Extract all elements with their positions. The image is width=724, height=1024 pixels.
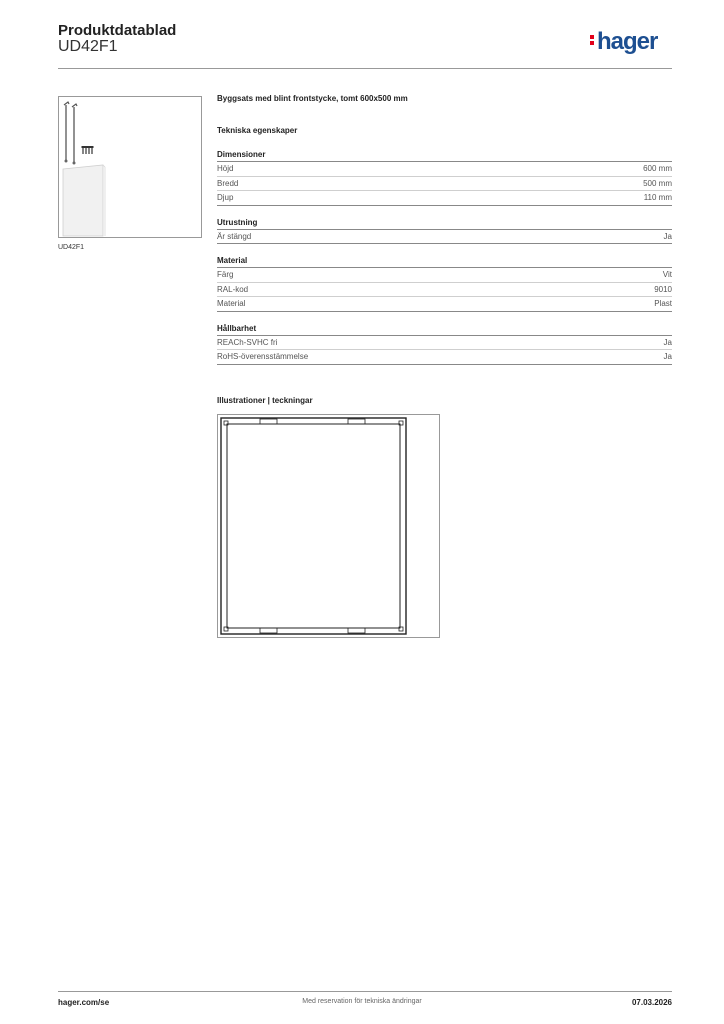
section-equipment — [217, 218, 672, 245]
section-title: Hållbarhet — [217, 324, 672, 336]
technical-drawing — [217, 414, 440, 638]
spec-row: Färg Vit — [217, 268, 672, 283]
product-code: UD42F1 — [58, 38, 118, 55]
section-title: Dimensioner — [217, 150, 672, 162]
product-photo — [58, 96, 202, 238]
spec-row: Bredd 500 mm — [217, 177, 672, 192]
section-title: Material — [217, 256, 672, 268]
illustrations-heading: Illustrationer | teckningar — [217, 396, 313, 405]
product-description: Byggsats med blint frontstycke, tomt 600x500 mm — [217, 94, 408, 103]
tech-heading: Tekniska egenskaper — [217, 126, 298, 135]
spec-row: Höjd 600 mm — [217, 162, 672, 177]
logo-text: hager — [597, 28, 658, 55]
spec-row: Djup 110 mm — [217, 191, 672, 206]
footer-date: 07.03.2026 — [631, 998, 672, 1007]
hager-logo — [590, 28, 657, 56]
specifications — [217, 94, 672, 377]
section-sustainability — [217, 324, 672, 365]
product-kit-image — [59, 97, 201, 237]
section-dimensions — [217, 150, 672, 206]
front-panel-drawing — [218, 415, 439, 637]
section-title: Utrustning — [217, 218, 672, 230]
document-title: Produktdatablad — [58, 22, 177, 39]
header-divider — [58, 68, 672, 69]
footer-divider — [58, 991, 672, 992]
spec-row: REACh-SVHC fri Ja — [217, 336, 672, 351]
spec-row: RAL-kod 9010 — [217, 283, 672, 298]
spec-row: RoHS-överensstämmelse Ja — [217, 350, 672, 365]
logo-dots-icon — [590, 33, 595, 47]
photo-caption: UD42F1 — [58, 244, 85, 251]
footer-disclaimer: Med reservation för tekniska ändringar — [302, 998, 422, 1005]
spec-row: Är stängd Ja — [217, 230, 672, 245]
section-material — [217, 256, 672, 312]
spec-row: Material Plast — [217, 297, 672, 312]
footer-website-link[interactable]: hager.com/se — [58, 998, 110, 1007]
